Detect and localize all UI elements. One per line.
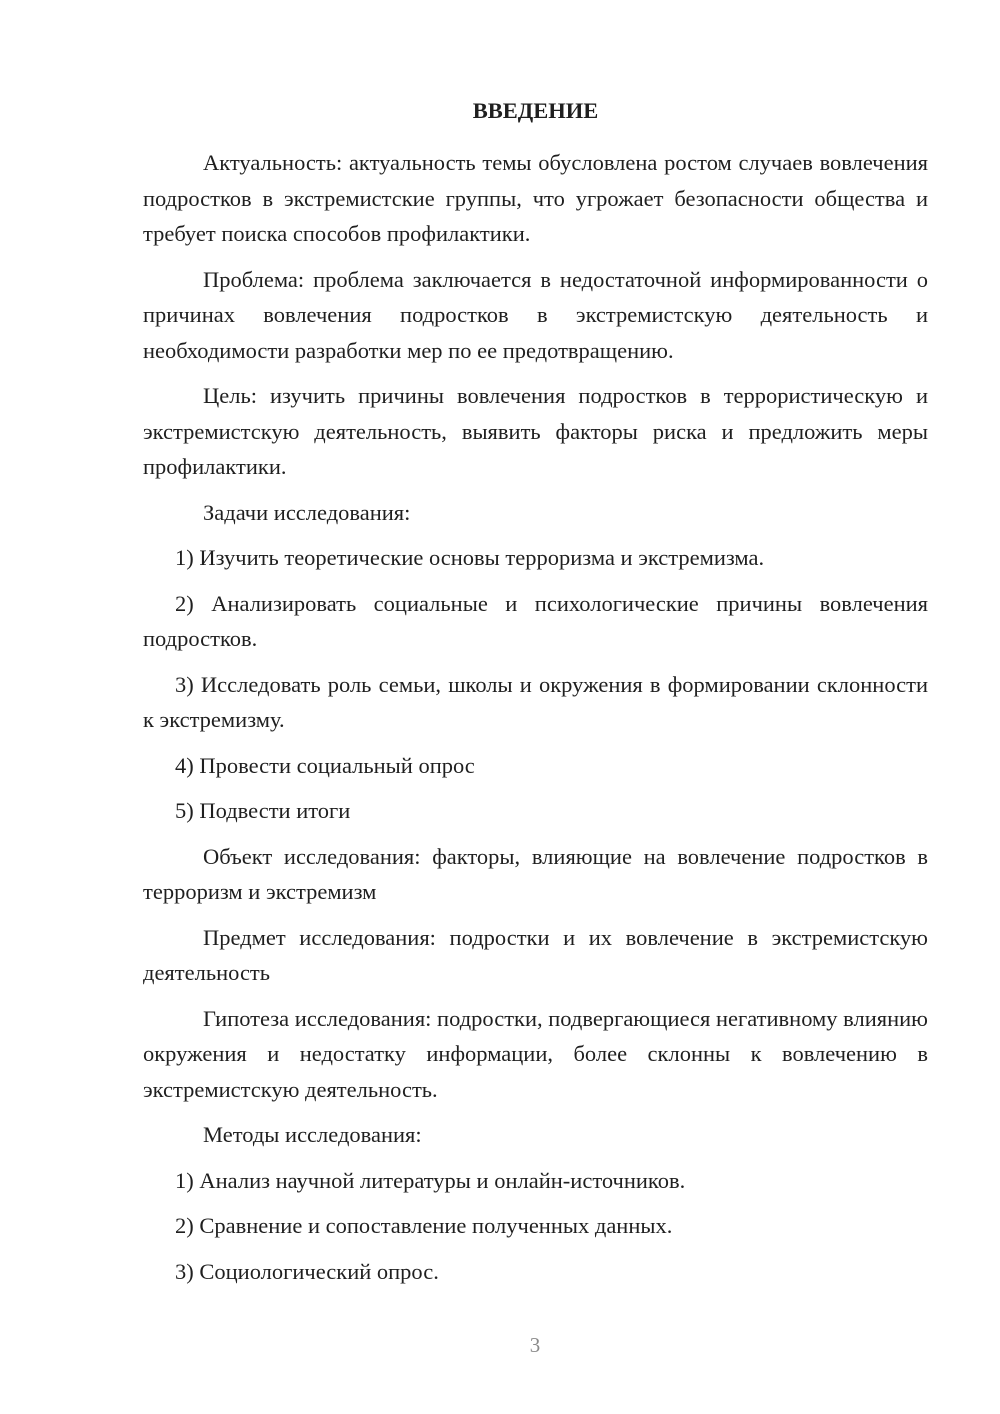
task-item-2: 2) Анализировать социальные и психологические причины вовлечения подростков. [143,590,928,651]
method-item-2: 2) Сравнение и сопоставление полученных данных. [175,1213,673,1238]
section-title: ВВЕДЕНИЕ [472,98,599,123]
paragraph-methods-heading: Методы исследования: [203,1122,422,1147]
task-item-3: 3) Исследовать роль семьи, школы и окружения в формировании склонности к экстремизму. [143,671,928,732]
paragraph-object: Объект исследования: факторы, влияющие на вовлечение подростков в терроризм и экстремизм [143,843,928,904]
paragraph-relevance: Актуальность: актуальность темы обусловлена ростом случаев вовлечения подростков в экстремистские группы, что угрожает безопасности общества и требует поиска способов профилактики. [143,150,928,246]
paragraph-hypothesis: Гипотеза исследования: подростки, подвергающиеся негативному влиянию окружения и недостатку информации, более склонны к вовлечению в экстремистскую деятельность. [143,1005,928,1102]
task-item-1: 1) Изучить теоретические основы терроризма и экстремизма. [175,545,765,570]
page-number: 3 [529,1333,541,1357]
paragraph-problem: Проблема: проблема заключается в недостаточной информированности о причинах вовлечения подростков в экстремистскую деятельность и необходимости разработки мер по ее предотвращению. [143,266,928,363]
paragraph-goal: Цель: изучить причины вовлечения подростков в террористическую и экстремистскую деятельность, выявить факторы риска и предложить меры профилактики. [143,383,928,479]
method-item-1: 1) Анализ научной литературы и онлайн-источников. [175,1167,686,1193]
method-item-3: 3) Социологический опрос. [175,1258,439,1284]
task-item-4: 4) Провести социальный опрос [175,752,475,778]
paragraph-subject: Предмет исследования: подростки и их вовлечение в экстремистскую деятельность [143,924,928,985]
document-page [143,91,928,1299]
task-item-5: 5) Подвести итоги [175,798,351,823]
paragraph-tasks-heading: Задачи исследования: [203,499,411,525]
